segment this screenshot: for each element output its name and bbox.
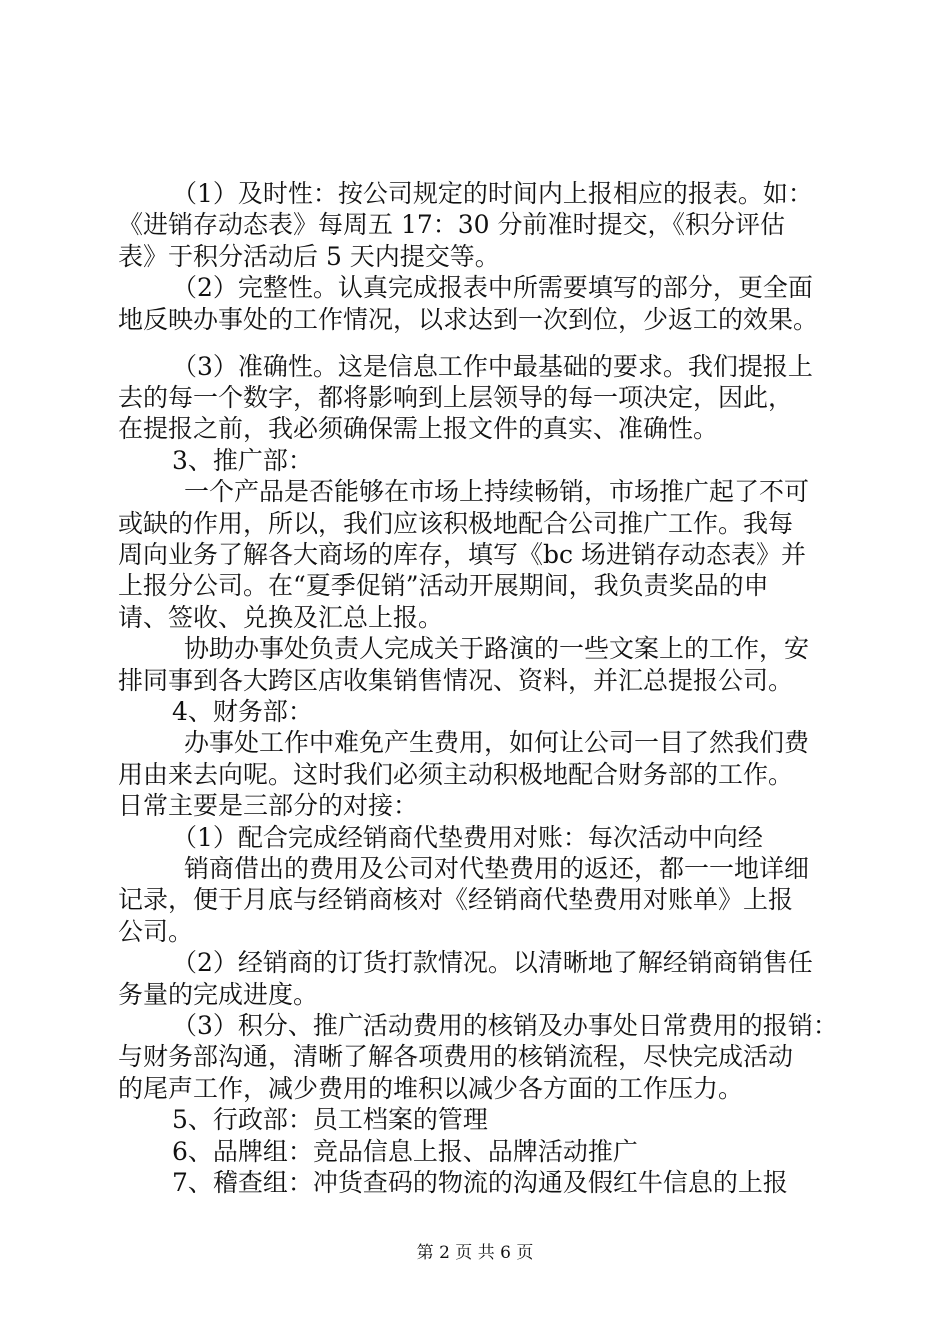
text-line: （3）积分、推广活动费用的核销及办事处日常费用的报销： [172,1011,838,1040]
text-line: 日常主要是三部分的对接： [118,791,419,820]
text-line: 与财务部沟通，清晰了解各项费用的核销流程，尽快完成活动 [118,1042,794,1071]
text-line: （3）准确性。这是信息工作中最基础的要求。我们提报上 [172,352,813,381]
text-line: 的尾声工作，减少费用的堆积以减少各方面的工作压力。 [118,1074,744,1103]
text-line: 务量的完成进度。 [118,980,319,1009]
text-line: 用由来去向呢。这时我们必须主动积极地配合财务部的工作。 [118,760,794,789]
text-line: （1）配合完成经销商代垫费用对账：每次活动中向经 [172,823,763,852]
text-line: 地反映办事处的工作情况，以求达到一次到位，少返工的效果。 [118,305,819,334]
text-line: 去的每一个数字，都将影响到上层领导的每一项决定，因此， [118,383,794,412]
section-heading: 5、行政部：员工档案的管理 [172,1105,488,1134]
text-line: 记录，便于月底与经销商核对《经销商代垫费用对账单》上报 [118,885,794,914]
text-line: 销商借出的费用及公司对代垫费用的返还，都一一地详细 [184,854,810,883]
text-line: 排同事到各大跨区店收集销售情况、资料，并汇总提报公司。 [118,666,794,695]
text-line: 表》于积分活动后 5 天内提交等。 [118,242,500,271]
text-line: 办事处工作中难免产生费用，如何让公司一目了然我们费 [184,728,810,757]
text-line: （2）经销商的订货打款情况。以清晰地了解经销商销售任 [172,948,813,977]
text-line: 上报分公司。在“夏季促销”活动开展期间，我负责奖品的申 [118,571,769,600]
text-line: 在提报之前，我必须确保需上报文件的真实、准确性。 [118,414,719,443]
text-line: 协助办事处负责人完成关于路演的一些文案上的工作，安 [184,634,810,663]
section-heading: 7、稽查组：冲货查码的物流的沟通及假红牛信息的上报 [172,1168,788,1197]
text-line: 请、签收、兑换及汇总上报。 [118,603,444,632]
text-line: 周向业务了解各大商场的库存，填写《bc 场进销存动态表》并 [118,540,806,569]
text-line: 《进销存动态表》每周五 17：30 分前准时提交，《积分评估 [118,210,786,239]
section-heading: 3、推广部： [172,446,313,475]
text-line: 或缺的作用，所以，我们应该积极地配合公司推广工作。我每 [118,509,794,538]
page-footer: 第 2 页 共 6 页 [416,1243,534,1263]
text-line: 公司。 [118,917,194,946]
section-heading: 4、财务部： [172,697,313,726]
text-line: （1）及时性：按公司规定的时间内上报相应的报表。如： [172,179,813,208]
text-line: 一个产品是否能够在市场上持续畅销，市场推广起了不可 [184,477,810,506]
section-heading: 6、品牌组：竞品信息上报、品牌活动推广 [172,1137,638,1166]
text-line: （2）完整性。认真完成报表中所需要填写的部分，更全面 [172,273,813,302]
